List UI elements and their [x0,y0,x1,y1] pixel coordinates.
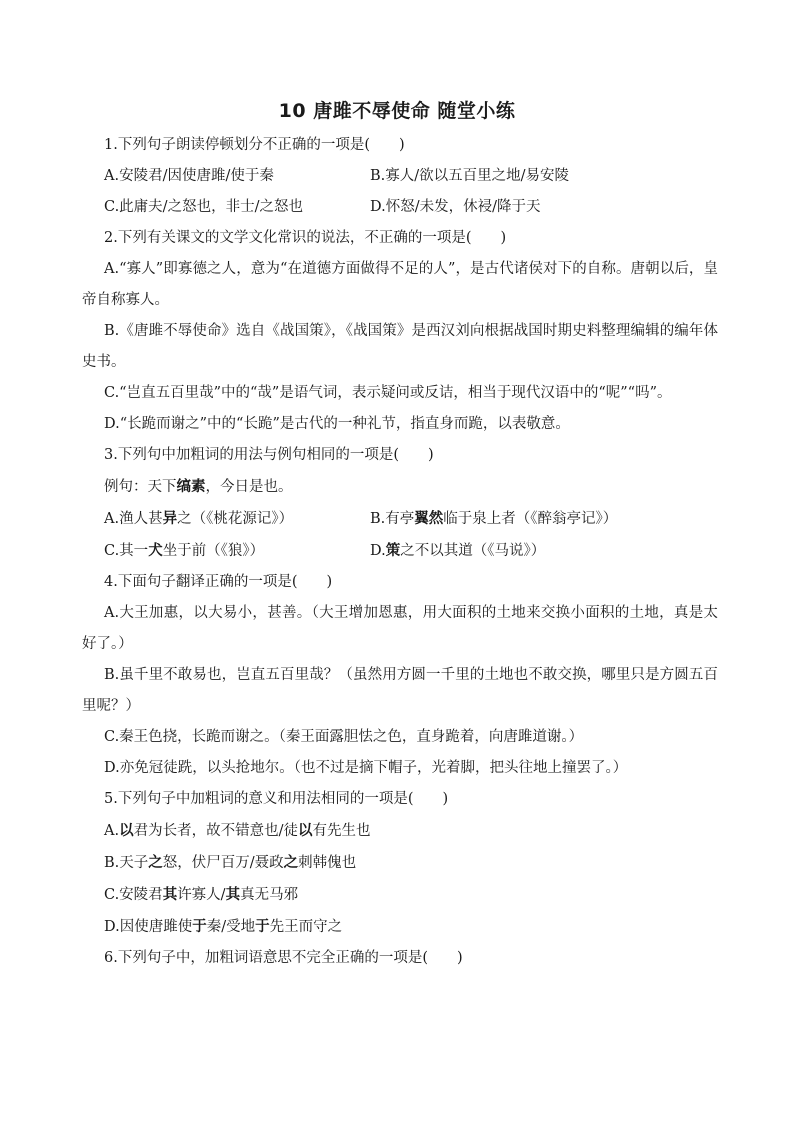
question-4-option-b: B.虽千里不敢易也，岂直五百里哉？（虽然用方圆一千里的土地也不敢交换，哪里只是方圆五百里呢？） [82,667,718,714]
question-1-options-cd [82,192,718,223]
question-1-option-c: C.此庸夫/之怒也，非士/之怒也 [104,199,303,215]
page-title: 10 唐雎不辱使命 随堂小练 [278,100,516,122]
question-1-options-ab [82,161,718,192]
question-3-stem: 3.下列句中加粗词的用法与例句相同的一项是( ) [104,447,434,463]
question-5-stem: 5.下列句子中加粗词的意义和用法相同的一项是( ) [104,791,449,807]
question-4-option-a: A.大王加惠，以大易小，甚善。（大王增加恩惠，用大面积的土地来交换小面积的土地，真是太好了。） [82,605,718,652]
question-5-option-c: C.安陵君其许寡人/其真无马邪 [104,886,299,903]
example-text: 例句：天下 [104,479,177,495]
question-5-option-a: A.以君为长者，故不错意也/徒以有先生也 [104,822,371,839]
example-text: ，今日是也。 [205,479,293,495]
question-1-option-d: D.怀怒/未发，休祲/降于天 [370,199,541,215]
exercise-content [82,130,718,974]
question-3-example [82,471,718,503]
question-3-option-d: D.策之不以其道（《马说》） [370,542,546,559]
question-1-stem: 1.下列句子朗读停顿划分不正确的一项是( ) [104,137,405,153]
question-3-options-ab [82,503,718,535]
question-3-option-b: B.有亭翼然临于泉上者（《醉翁亭记》） [370,510,618,527]
question-3-option-a: A.渔人甚异之（《桃花源记》） [104,510,294,527]
example-bold-word: 缟素 [176,478,206,495]
question-1-option-b: B.寡人/欲以五百里之地/易安陵 [370,168,570,184]
question-2-stem: 2.下列有关课文的文学文化常识的说法，不正确的一项是( ) [104,230,507,246]
question-4-option-d: D.亦免冠徒跣，以头抢地尔。（也不过是摘下帽子，光着脚，把头往地上撞罢了。） [104,760,628,776]
question-3-option-c: C.其一犬坐于前（《狼》） [104,542,265,559]
question-4-stem: 4.下面句子翻译正确的一项是( ) [104,574,333,590]
question-2-option-c: C.“岂直五百里哉”中的“哉”是语气词，表示疑问或反诘，相当于现代汉语中的“呢”“吗”。 [104,385,672,401]
question-5-option-d: D.因使唐雎使于秦/受地于先王而守之 [104,918,343,935]
question-2-option-b: B.《唐雎不辱使命》选自《战国策》，《战国策》是西汉刘向根据战国时期史料整理编辑的编年体史书。 [82,323,718,370]
question-4-option-c: C.秦王色挠，长跪而谢之。（秦王面露胆怯之色，直身跪着，向唐雎道谢。） [104,729,584,745]
question-5-option-b: B.天子之怒，伏尸百万/聂政之刺韩傀也 [104,854,357,871]
question-2-option-d: D.“长跪而谢之”中的“长跪”是古代的一种礼节，指直身而跪，以表敬意。 [104,416,570,432]
question-3-options-cd [82,535,718,567]
question-2-option-a: A.“寡人”即寡德之人，意为“在道德方面做得不足的人”，是古代诸侯对下的自称。唐朝以后，皇帝自称寡人。 [82,261,718,308]
question-1-option-a: A.安陵君/因使唐雎/使于秦 [104,168,274,184]
question-6-stem: 6.下列句子中，加粗词语意思不完全正确的一项是( ) [104,950,463,966]
